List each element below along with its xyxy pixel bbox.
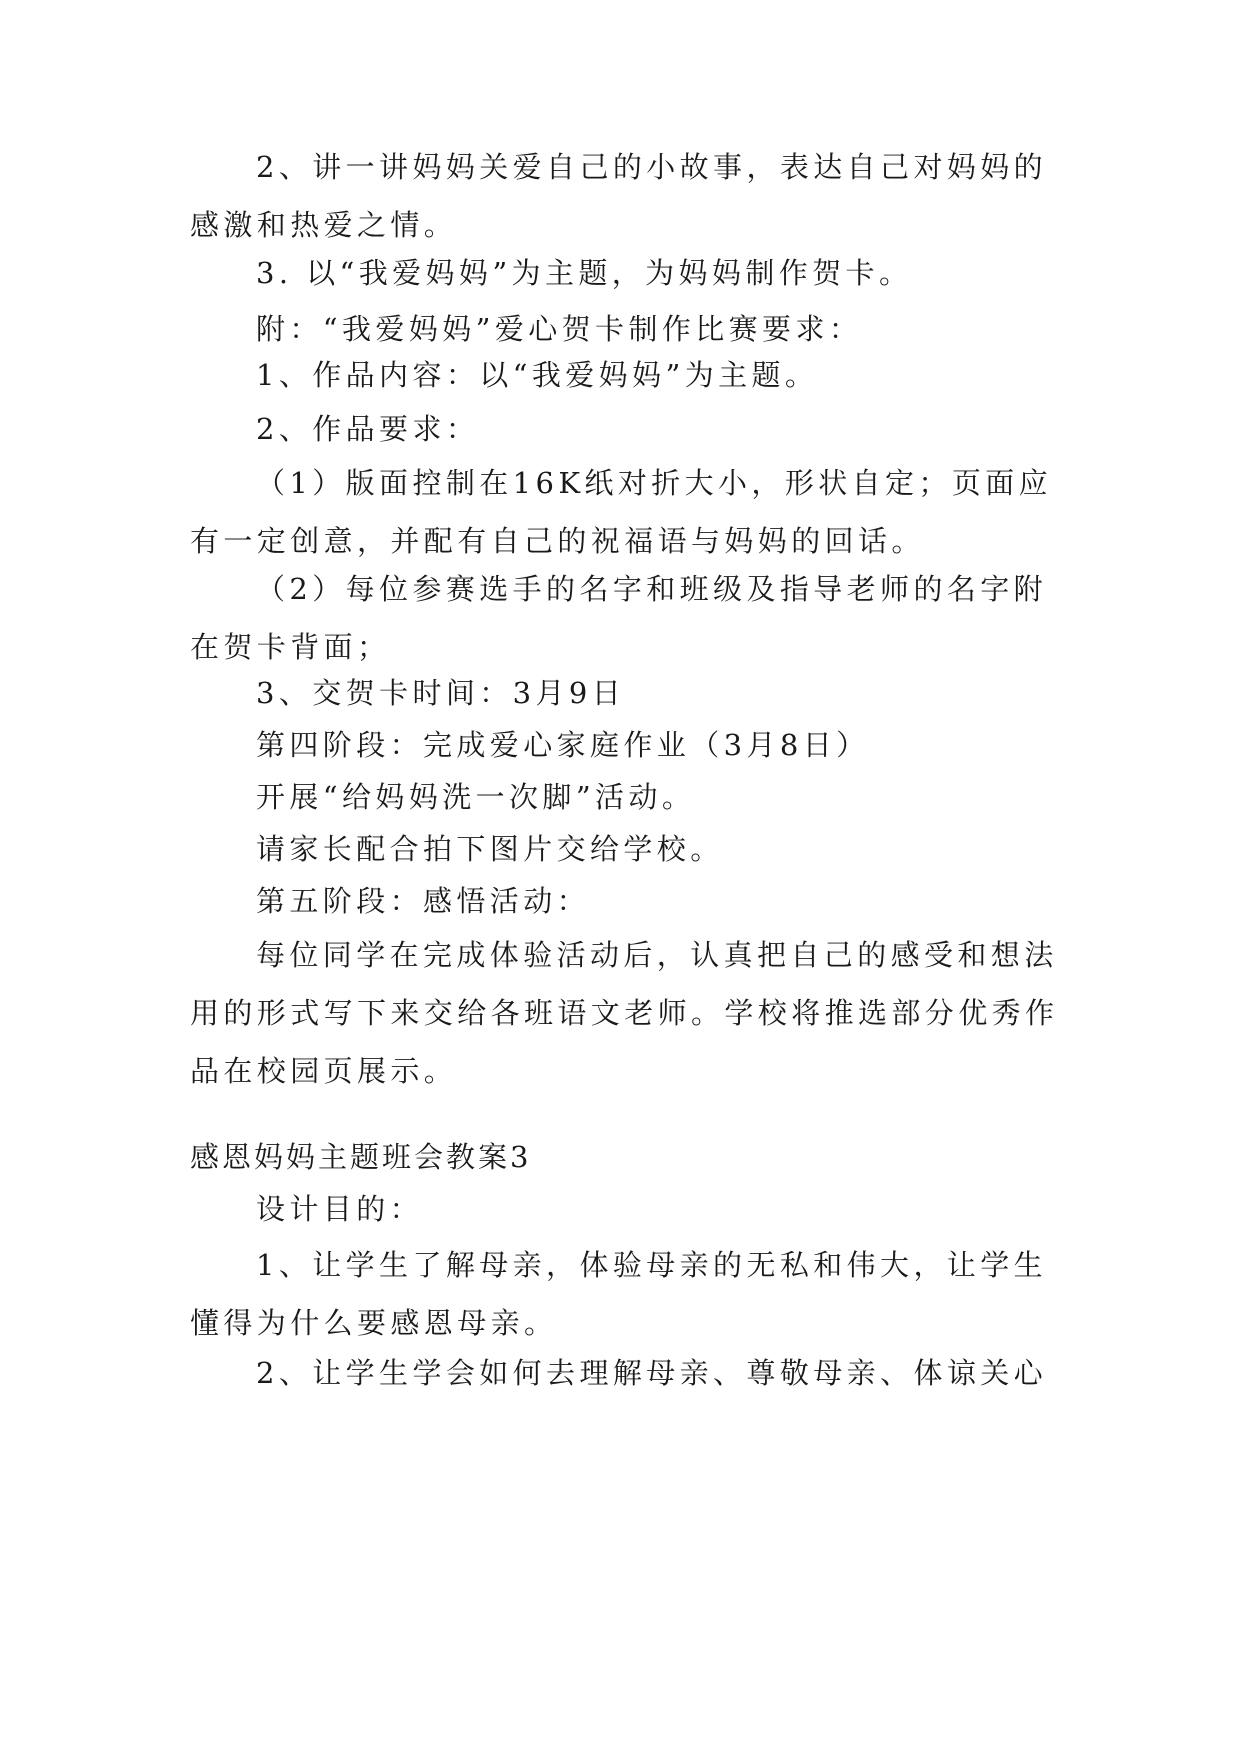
paragraph-requirement-2: （2）每位参赛选手的名字和班级及指导老师的名字附在贺卡背面； (190, 572, 1048, 664)
paragraph-stage-five: 第五阶段：感悟活动： (256, 884, 591, 918)
paragraph-stage-four: 第四阶段：完成爱心家庭作业（3月8日） (256, 728, 870, 762)
paragraph-content: 1、作品内容：以“我爱妈妈”为主题。 (256, 358, 819, 392)
paragraph-parents: 请家长配合拍下图片交给学校。 (256, 832, 724, 866)
paragraph-purpose-2: 2、让学生学会如何去理解母亲、尊敬母亲、体谅关心 (256, 1356, 1048, 1390)
paragraph-requirement-1: （1）版面控制在16K纸对折大小，形状自定；页面应有一定创意，并配有自己的祝福语与妈妈的回话。 (190, 466, 1053, 558)
paragraph-design-purpose: 设计目的： (256, 1192, 424, 1226)
paragraph-deadline: 3、交贺卡时间：3月9日 (256, 676, 626, 710)
paragraph-appendix: 附：“我爱妈妈”爱心贺卡制作比赛要求： (256, 312, 863, 346)
section-title: 感恩妈妈主题班会教案3 (190, 1140, 532, 1174)
paragraph-card-theme: 3. 以“我爱妈妈”为主题，为妈妈制作贺卡。 (256, 256, 913, 290)
paragraph-reflection: 每位同学在完成体验活动后，认真把自己的感受和想法用的形式写下来交给各班语文老师。学校将推选部分优秀作品在校园页展示。 (190, 938, 1059, 1088)
paragraph-story: 2、讲一讲妈妈关爱自己的小故事，表达自己对妈妈的感激和热爱之情。 (190, 150, 1048, 242)
paragraph-activity: 开展“给妈妈洗一次脚”活动。 (256, 780, 696, 814)
document-page (190, 0, 1060, 1754)
paragraph-requirements: 2、作品要求： (256, 412, 480, 446)
paragraph-purpose-1: 1、让学生了解母亲，体验母亲的无私和伟大，让学生懂得为什么要感恩母亲。 (190, 1248, 1048, 1340)
